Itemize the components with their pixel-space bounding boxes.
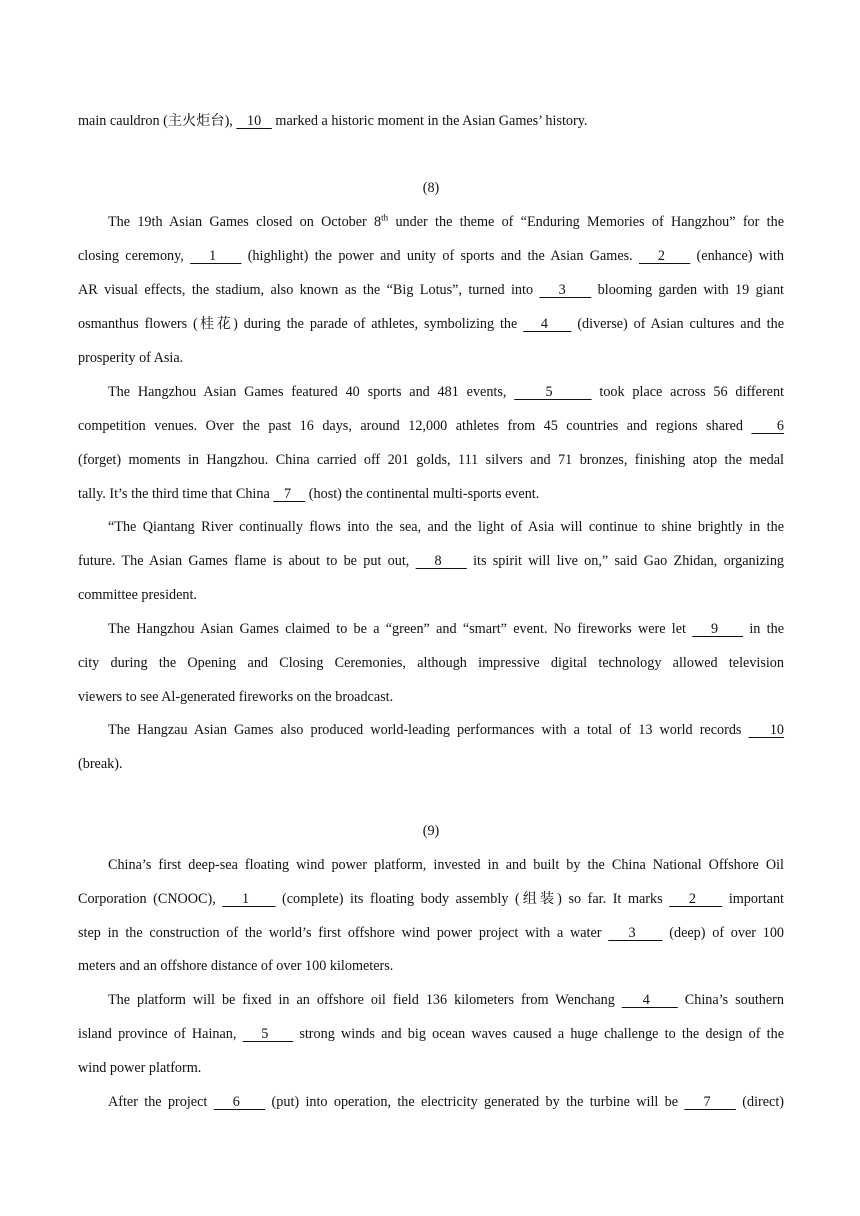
s8-p4-line2: city during the Opening and Closing Ceremonies, although impressive digital technology allowed television xyxy=(78,655,784,671)
blank-2: 2 xyxy=(639,248,691,264)
blank-5: 5 xyxy=(514,384,592,400)
blank-10: 10 xyxy=(236,113,272,129)
s8-p5-line1: The Hangzau Asian Games also produced world-leading performances with a total of 13 world records 10 xyxy=(108,722,785,738)
blank-9: 9 xyxy=(692,621,744,637)
section-heading-8: (8) xyxy=(422,180,440,196)
blank-6: 6 xyxy=(213,1094,266,1110)
s8-p3-line2: future. The Asian Games flame is about to be put out, 8 its spirit will live on,” said Gao Zhidan, organizing xyxy=(78,553,785,569)
blank-10: 10 xyxy=(748,722,785,738)
blank-2: 2 xyxy=(669,891,723,907)
blank-3: 3 xyxy=(539,282,592,298)
s8-p2-line2: competition venues. Over the past 16 days, around 12,000 athletes from 45 countries and regions shared 6 xyxy=(78,418,785,434)
s9-p1-line3: step in the construction of the world’s first offshore wind power project with a water 3 (deep) of over 100 xyxy=(78,925,785,941)
blank-4: 4 xyxy=(523,316,572,332)
blank-5: 5 xyxy=(242,1026,294,1042)
s9-p1-line4: meters and an offshore distance of over 100 kilometers. xyxy=(78,958,394,974)
blank-7: 7 xyxy=(684,1094,736,1110)
s8-p4-line3: viewers to see Al-generated fireworks on the broadcast. xyxy=(78,689,394,705)
s8-p5-line2: (break). xyxy=(78,756,123,772)
s8-p2-line4: tally. It’s the third time that China 7 (host) the continental multi-sports event. xyxy=(78,486,540,502)
blank-3: 3 xyxy=(608,925,663,941)
s9-p3-line1: After the project 6 (put) into operation, the electricity generated by the turbine will be 7 (direct) xyxy=(108,1094,785,1110)
blank-1: 1 xyxy=(222,891,276,907)
s8-p2-line3: (forget) moments in Hangzhou. China carried off 201 golds, 111 silvers and 71 bronzes, finishing atop the medal xyxy=(78,452,784,468)
blank-1: 1 xyxy=(190,248,242,264)
s8-p1-line1: The 19th Asian Games closed on October 8th under the theme of “Enduring Memories of Hangzhou” for the xyxy=(108,212,784,230)
s8-p1-line3: AR visual effects, the stadium, also known as the “Big Lotus”, turned into 3 blooming garden with 19 giant xyxy=(78,282,784,298)
s8-p4-line1: The Hangzhou Asian Games claimed to be a “green” and “smart” event. No fireworks were let 9 in the xyxy=(108,621,784,637)
s9-p2-line3: wind power platform. xyxy=(78,1060,202,1076)
blank-6: 6 xyxy=(751,418,785,434)
blank-7: 7 xyxy=(273,486,306,502)
s9-p1-line2: Corporation (CNOOC), 1 (complete) its floating body assembly (组装) so far. It marks 2 important xyxy=(78,891,784,907)
s9-p2-line2: island province of Hainan, 5 strong winds and big ocean waves caused a huge challenge to the design of the xyxy=(78,1026,785,1042)
s8-p1-line5: prosperity of Asia. xyxy=(78,350,184,366)
s8-p3-line3: committee president. xyxy=(78,587,197,603)
s9-p1-line1: China’s first deep-sea floating wind power platform, invested in and built by the China National Offshore Oil xyxy=(108,857,784,873)
s9-p2-line1: The platform will be fixed in an offshore oil field 136 kilometers from Wenchang 4 China’s southern xyxy=(108,992,785,1008)
s8-p2-line1: The Hangzhou Asian Games featured 40 sports and 481 events, 5 took place across 56 different xyxy=(108,384,784,400)
s8-p1-line4: osmanthus flowers (桂花) during the parade of athletes, symbolizing the 4 (diverse) of Asian cultures and the xyxy=(78,316,785,332)
blank-8: 8 xyxy=(415,553,467,569)
s8-p3-line1: “The Qiantang River continually flows into the sea, and the light of Asia will continue to shine brightly in the xyxy=(108,519,784,535)
paragraph-line: main cauldron (主火炬台), 10 marked a historic moment in the Asian Games’ history. xyxy=(78,113,588,129)
s8-p1-line2: closing ceremony, 1 (highlight) the power and unity of sports and the Asian Games. 2 (enhance) with xyxy=(78,248,785,264)
blank-4: 4 xyxy=(621,992,678,1008)
section-heading-9: (9) xyxy=(422,823,440,839)
